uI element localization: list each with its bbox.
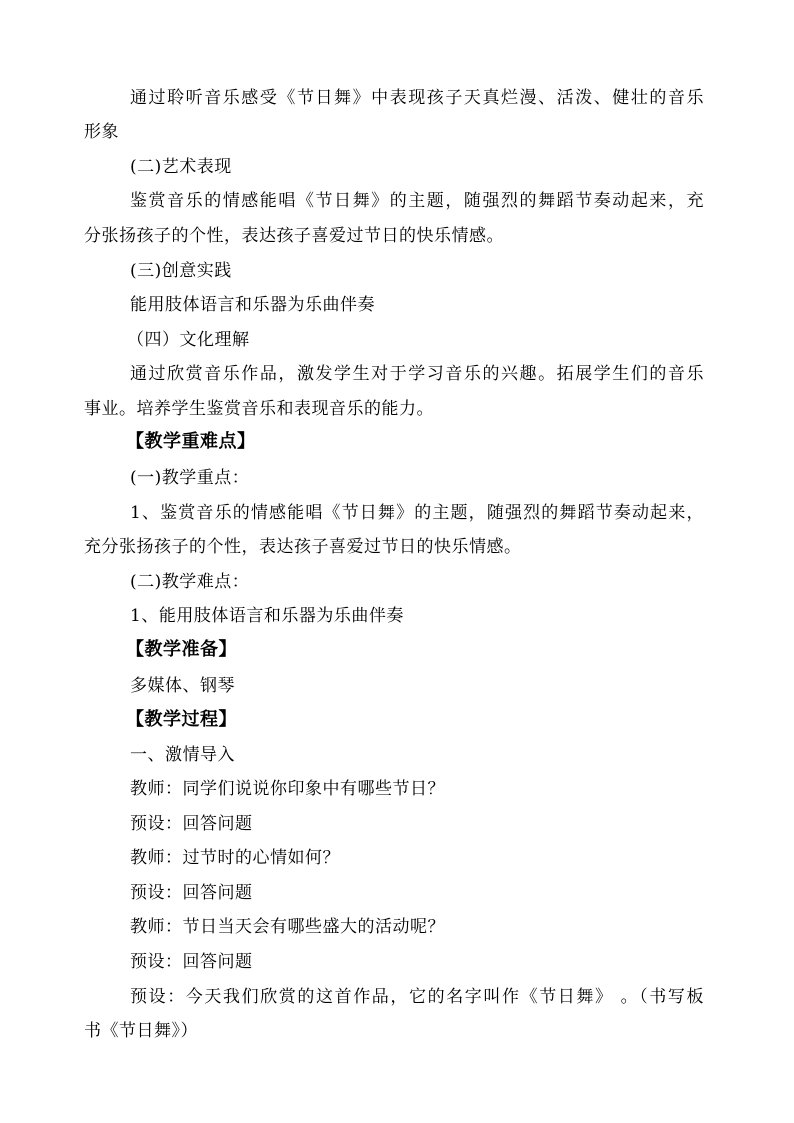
difficulty-item-1: 1、能用肢体语言和乐器为乐曲伴奏 <box>130 606 404 626</box>
paragraph-creative: 能用肢体语言和乐器为乐曲伴奏 <box>130 295 375 315</box>
section-teaching-focus: (一)教学重点： <box>130 468 250 488</box>
section-culture: （四）文化理解 <box>127 330 250 350</box>
step-introduction: 一、激情导入 <box>130 745 235 765</box>
dialogue-expected-2: 预设：回答问题 <box>130 883 253 903</box>
dialogue-teacher-1: 教师：同学们说说你印象中有哪些节日？ <box>130 779 445 799</box>
dialogue-teacher-2: 教师：过节时的心情如何？ <box>130 848 340 868</box>
paragraph-culture-line-1: 通过欣赏音乐作品，激发学生对于学习音乐的兴趣。拓展学生们的音乐 <box>130 364 704 384</box>
dialogue-teacher-3: 教师：节日当天会有哪些盛大的活动呢？ <box>130 917 445 937</box>
paragraph-art-line-2: 分张扬孩子的个性，表达孩子喜爱过节日的快乐情感。 <box>84 226 504 246</box>
section-creative-practice: (三)创意实践 <box>130 261 232 281</box>
dialogue-expected-4-line-1: 预设：今天我们欣赏的这首作品，它的名字叫作《节日舞》 。（书写板 <box>130 987 704 1007</box>
heading-key-points: 【教学重难点】 <box>126 431 256 452</box>
dialogue-expected-4-line-2: 书《节日舞》） <box>84 1021 198 1041</box>
paragraph-goal-line-2: 形象 <box>84 122 119 142</box>
section-teaching-difficulty: (二)教学难点： <box>130 572 250 592</box>
paragraph-culture-line-2: 事业。培养学生鉴赏音乐和表现音乐的能力。 <box>84 399 434 419</box>
paragraph-goal-line-1: 通过聆听音乐感受《节日舞》中表现孩子天真烂漫、活泼、健壮的音乐 <box>130 88 704 108</box>
dialogue-expected-1: 预设：回答问题 <box>130 814 253 834</box>
focus-item-1-line-2: 充分张扬孩子的个性，表达孩子喜爱过节日的快乐情感。 <box>84 537 522 557</box>
heading-process: 【教学过程】 <box>126 709 237 730</box>
focus-item-1-line-1: 1、鉴赏音乐的情感能唱《节日舞》的主题，随强烈的舞蹈节奏动起来， <box>130 503 704 523</box>
paragraph-art-line-1: 鉴赏音乐的情感能唱《节日舞》的主题，随强烈的舞蹈节奏动起来，充 <box>130 191 704 211</box>
section-art-expression: (二)艺术表现 <box>130 157 232 177</box>
dialogue-expected-3: 预设：回答问题 <box>130 952 253 972</box>
preparation-items: 多媒体、钢琴 <box>130 676 235 696</box>
heading-preparation: 【教学准备】 <box>126 639 237 660</box>
